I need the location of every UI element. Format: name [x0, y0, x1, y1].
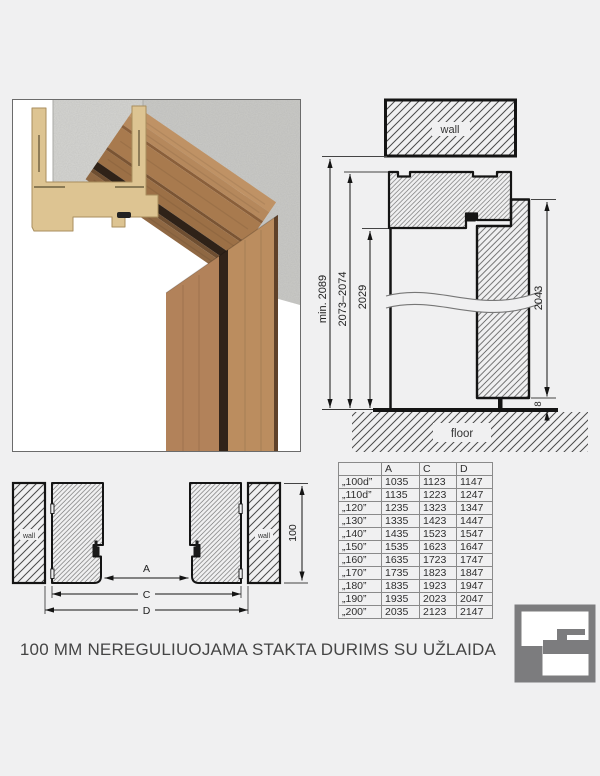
cell-c: 1323	[420, 502, 457, 515]
cell-c: 1123	[420, 476, 457, 489]
cell-size: „180”	[339, 580, 382, 593]
table-row	[339, 554, 493, 567]
brand-logo	[513, 604, 597, 684]
header-d: D	[457, 463, 493, 476]
cell-c: 1823	[420, 567, 457, 580]
cell-d: 1447	[457, 515, 493, 528]
table-row	[339, 606, 493, 619]
cell-d: 1347	[457, 502, 493, 515]
horizontal-section-drawing	[0, 458, 330, 636]
cell-size: „200”	[339, 606, 382, 619]
dim-frame-depth-label: 100	[287, 524, 299, 542]
seal-groove-jamb	[219, 250, 228, 451]
frame-seal	[467, 214, 477, 222]
cell-size: „160”	[339, 554, 382, 567]
cell-d: 2047	[457, 593, 493, 606]
frame-3d-render	[13, 100, 300, 451]
table-row	[339, 489, 493, 502]
cell-size: „150”	[339, 541, 382, 554]
wall-left-label: wall	[22, 533, 36, 540]
table-row	[339, 528, 493, 541]
cell-d: 1847	[457, 567, 493, 580]
cell-a: 1235	[382, 502, 420, 515]
kerf-notch	[239, 504, 242, 514]
cell-size: „100d”	[339, 476, 382, 489]
gasket	[117, 212, 131, 218]
dim-min-opening-height: min. 2089	[317, 274, 329, 324]
dim-floor-gap: 8	[533, 401, 544, 407]
cell-c: 1523	[420, 528, 457, 541]
cell-d: 1547	[457, 528, 493, 541]
vertical-section-drawing	[305, 88, 600, 460]
floor-label: floor	[450, 428, 474, 440]
header-c: C	[420, 463, 457, 476]
cell-d: 1747	[457, 554, 493, 567]
wall-label: wall	[440, 124, 460, 136]
frame-3d-render-panel	[12, 99, 301, 452]
dim-door-leaf-height: 2043	[533, 285, 545, 311]
wall-right-label: wall	[257, 533, 271, 540]
table-row	[339, 593, 493, 606]
cell-d: 1147	[457, 476, 493, 489]
cell-c: 2123	[420, 606, 457, 619]
cell-a: 1435	[382, 528, 420, 541]
cell-size: „130”	[339, 515, 382, 528]
cell-a: 1735	[382, 567, 420, 580]
cell-d: 2147	[457, 606, 493, 619]
cell-c: 1423	[420, 515, 457, 528]
dim-c-label: C	[142, 589, 151, 601]
cell-c: 1623	[420, 541, 457, 554]
cell-size: „140”	[339, 528, 382, 541]
table-row	[339, 515, 493, 528]
cell-a: 1935	[382, 593, 420, 606]
cell-d: 1647	[457, 541, 493, 554]
cell-d: 1947	[457, 580, 493, 593]
size-table	[338, 462, 493, 619]
cell-a: 2035	[382, 606, 420, 619]
dim-d-label: D	[142, 605, 151, 617]
frame-jamb-right-section	[190, 483, 241, 583]
cell-d: 1247	[457, 489, 493, 502]
page-title: 100 MM NEREGULIUOJAMA STAKTA DURIMS SU UŽLAIDA	[19, 640, 497, 659]
cell-size: „190”	[339, 593, 382, 606]
cell-a: 1135	[382, 489, 420, 502]
cell-c: 2023	[420, 593, 457, 606]
door-bottom-detail	[498, 398, 503, 410]
cell-size: „120”	[339, 502, 382, 515]
kerf-notch	[51, 569, 54, 579]
cell-c: 1923	[420, 580, 457, 593]
kerf-notch	[239, 569, 242, 579]
frame-jamb-left-section	[52, 483, 103, 583]
dim-a-label: A	[142, 563, 151, 575]
height-dimension-lines	[330, 159, 370, 408]
header-a: A	[382, 463, 420, 476]
table-header-row	[339, 463, 493, 476]
cell-a: 1335	[382, 515, 420, 528]
cell-a: 1635	[382, 554, 420, 567]
cell-a: 1835	[382, 580, 420, 593]
kerf-notch	[51, 504, 54, 514]
frame-head-section	[389, 172, 511, 228]
cell-c: 1223	[420, 489, 457, 502]
dim-clear-opening-height: 2029	[357, 284, 369, 310]
table-row	[339, 476, 493, 489]
table-row	[339, 502, 493, 515]
cell-size: „170”	[339, 567, 382, 580]
header-size	[339, 463, 382, 476]
table-row	[339, 541, 493, 554]
table-row	[339, 580, 493, 593]
dim-frame-height: 2073–2074	[337, 271, 349, 327]
table-row	[339, 567, 493, 580]
cell-size: „110d”	[339, 489, 382, 502]
cell-a: 1535	[382, 541, 420, 554]
cell-a: 1035	[382, 476, 420, 489]
cell-c: 1723	[420, 554, 457, 567]
